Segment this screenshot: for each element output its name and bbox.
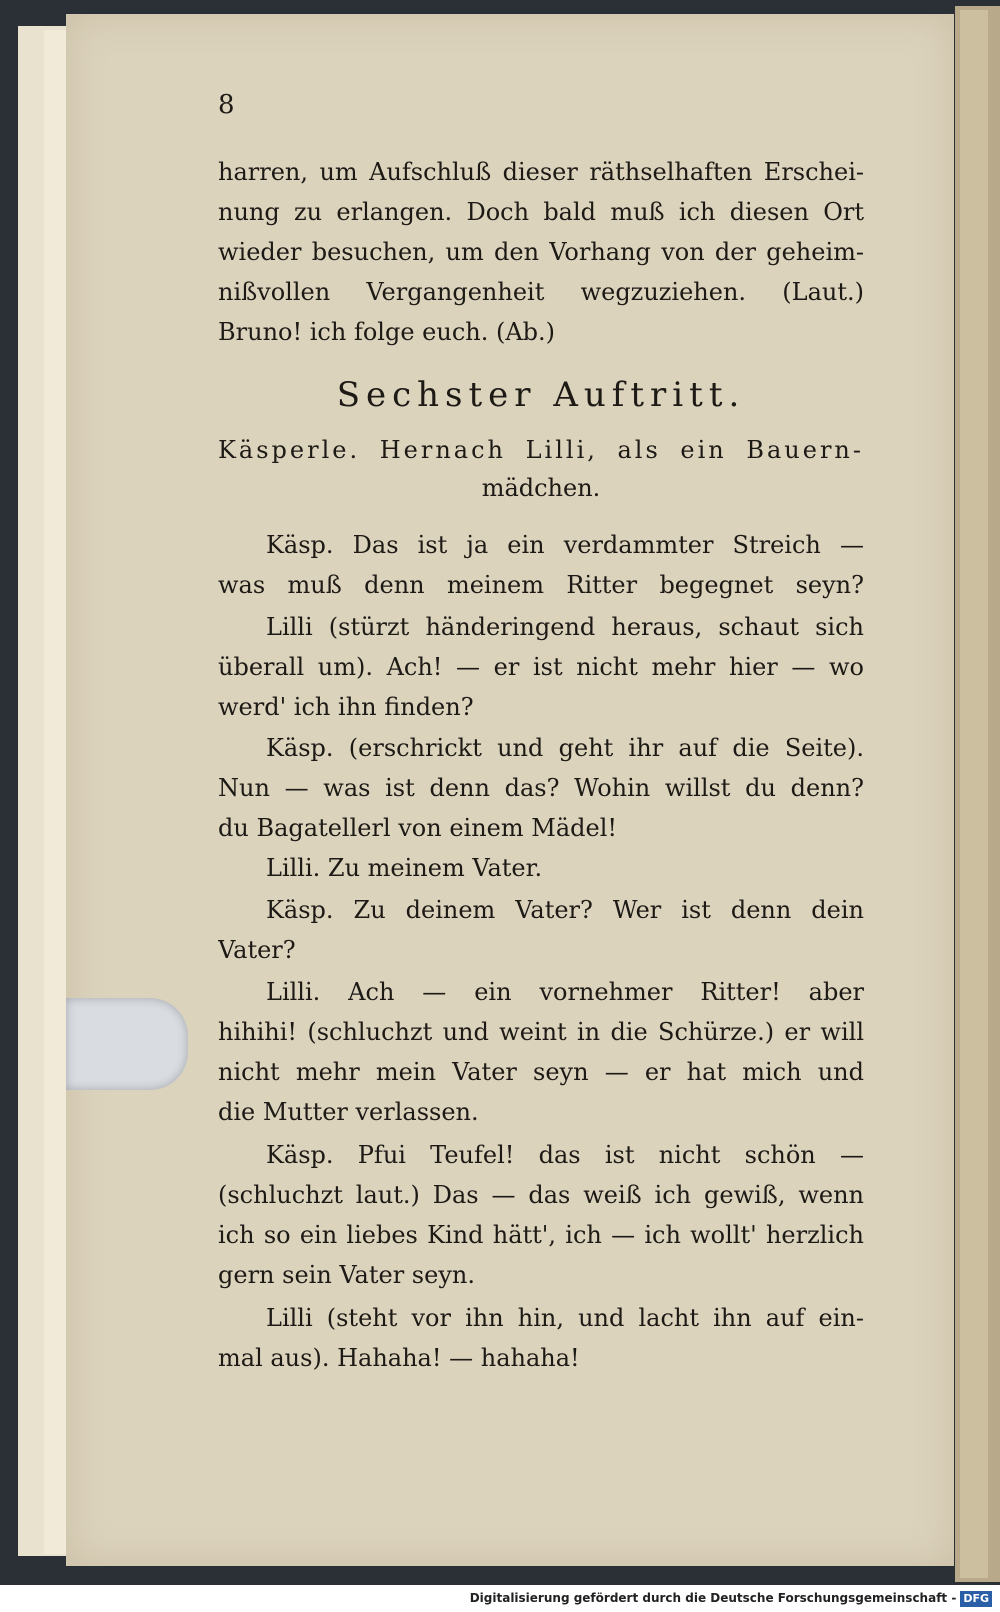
dialogue-line: was muß denn meinem Ritter begegnet seyn? [218,571,864,599]
dialogue-line: hihihi! (schluchzt und weint in die Schürze.) er will [218,1018,864,1046]
dialogue-line: die Mutter verlassen. [218,1098,479,1126]
dialogue-line: werd' ich ihn finden? [218,693,474,721]
dfg-logo: DFG [960,1591,992,1607]
text-line: Bruno! ich folge euch. (Ab.) [218,318,556,346]
dialogue-line: Käsp. (erschrickt und geht ihr auf die Seite). [266,734,864,762]
text-line: harren, um Aufschluß dieser räthselhaften Erschei- [218,158,864,186]
page-number: 8 [218,90,235,120]
dialogue-line: Lilli. Zu meinem Vater. [266,854,543,882]
dialogue-line: Käsp. Pfui Teufel! das ist nicht schön — [266,1141,864,1169]
dialogue-line: Käsp. Zu deinem Vater? Wer ist denn dein [266,896,864,924]
dialogue-line: Lilli (stürzt händeringend heraus, schaut sich [266,613,864,641]
dialogue-line: ich so ein liebes Kind hätt', ich — ich wollt' herzlich [218,1221,864,1249]
dialogue-line: Nun — was ist denn das? Wohin willst du denn? [218,774,864,802]
cast-line: mädchen. [481,474,601,502]
dialogue-line: nicht mehr mein Vater seyn — er hat mich und [218,1058,864,1086]
footer-credit [0,1588,992,1608]
cast-line: Käsperle. Hernach Lilli, als ein Bauern- [218,436,864,464]
dialogue-line: Käsp. Das ist ja ein verdammter Streich — [266,531,864,559]
footer-text: Digitalisierung gefördert durch die Deutsche Forschungsgemeinschaft - [469,1591,957,1605]
dialogue-line: du Bagatellerl von einem Mädel! [218,814,618,842]
dialogue-line: gern sein Vater seyn. [218,1261,475,1289]
dialogue-line: (schluchzt laut.) Das — das weiß ich gewiß, wenn [218,1181,864,1209]
page-clip [66,998,188,1090]
dialogue-line: Vater? [218,936,296,964]
dialogue-line: überall um). Ach! — er ist nicht mehr hier — wo [218,653,864,681]
book-right-page-edge [960,10,988,1578]
dialogue-line: Lilli. Ach — ein vornehmer Ritter! aber [266,978,864,1006]
scene-heading: Sechster Auftritt. [336,375,746,415]
dialogue-line: Lilli (steht vor ihn hin, und lacht ihn auf ein- [266,1304,864,1332]
dialogue-line: mal aus). Hahaha! — hahaha! [218,1344,580,1372]
text-line: nung zu erlangen. Doch bald muß ich diesen Ort [218,198,864,226]
text-line: wieder besuchen, um den Vorhang von der geheim- [218,238,864,266]
text-line: nißvollen Vergangenheit wegzuziehen. (Laut.) [218,278,864,306]
